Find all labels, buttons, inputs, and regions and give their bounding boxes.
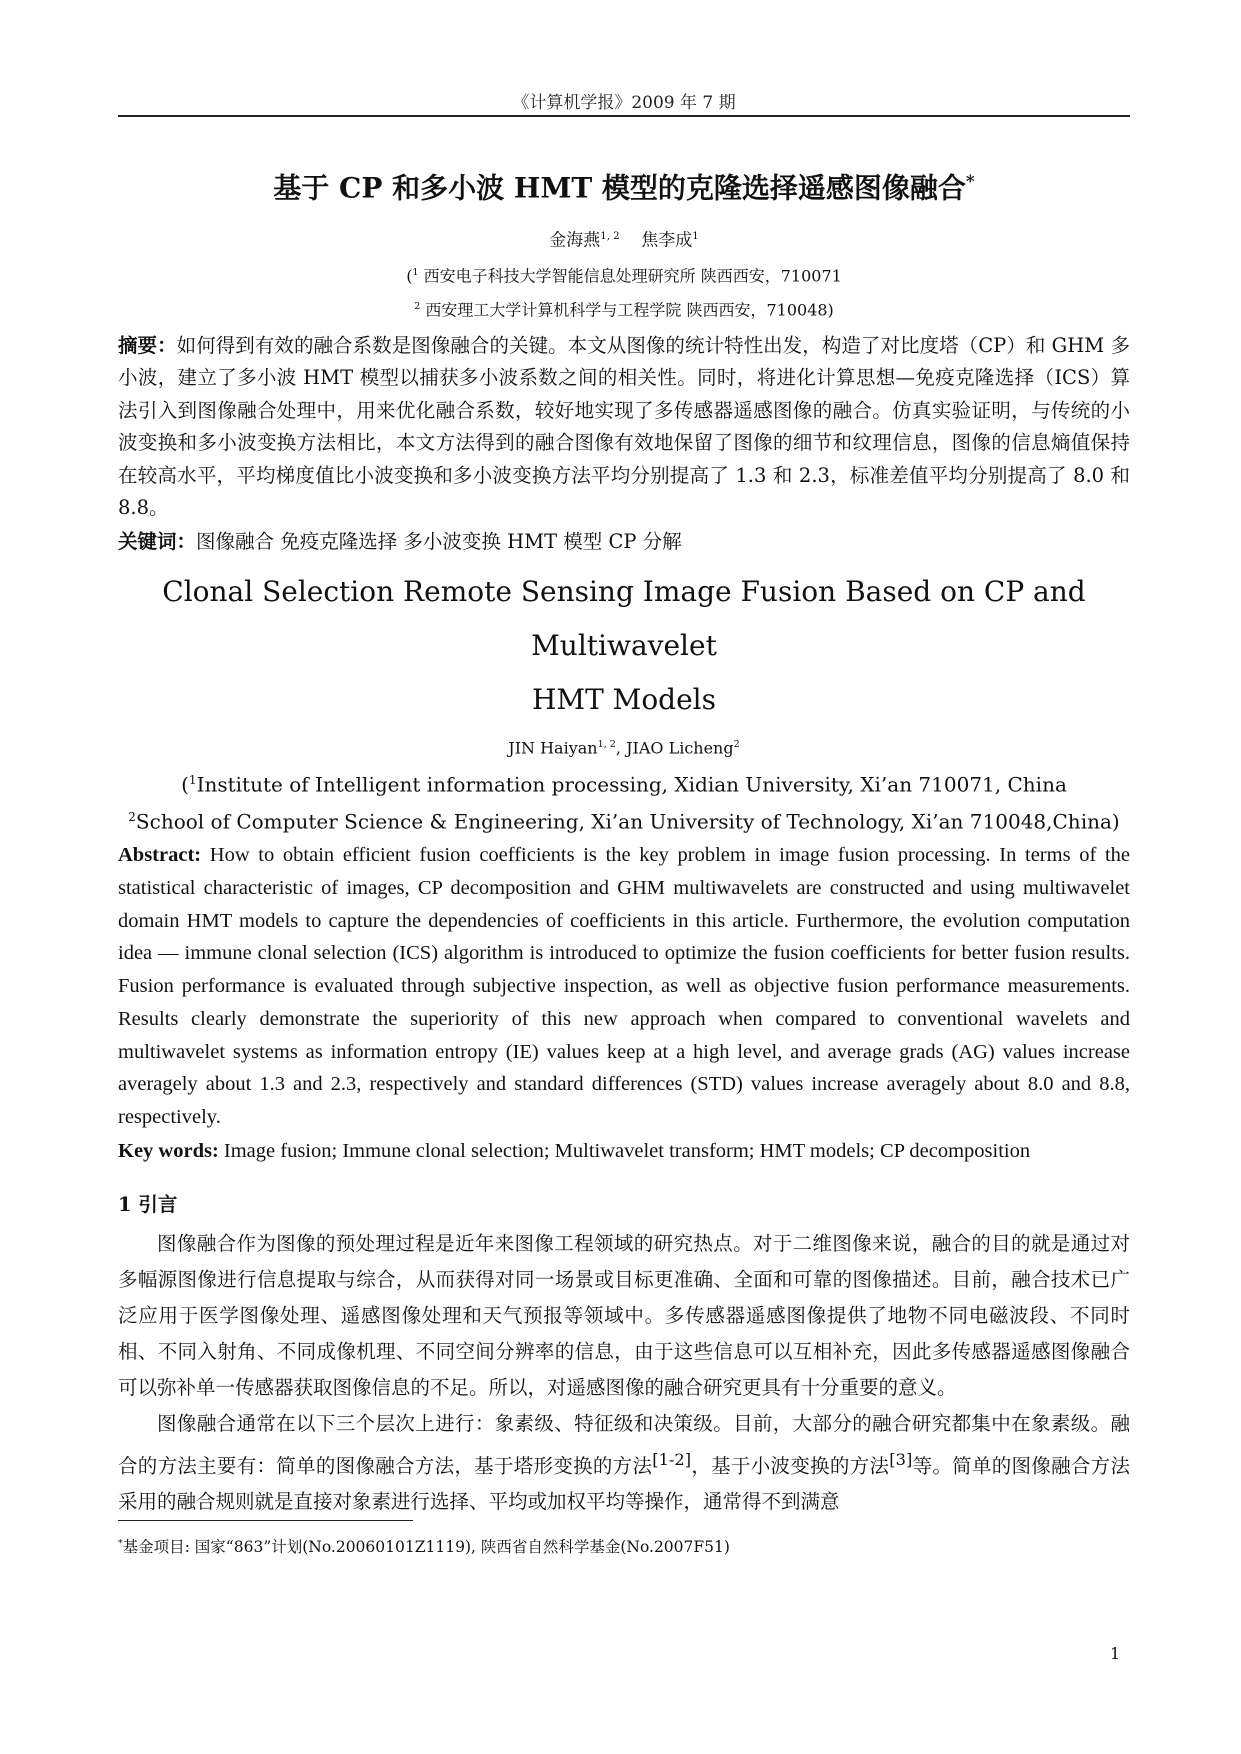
english-abstract [118, 839, 1130, 1133]
en-aff-2-mark: 2 [128, 809, 136, 824]
footnote-mark: * [118, 1538, 123, 1549]
p2-text-c: 等。简单的图像融合方法采用的融合规则就是直接对象素进行选择、平均或加权平均等操作，通常得不到满意 [118, 1454, 1130, 1514]
chinese-affiliation-2 [118, 291, 1130, 325]
p2-text-a: 图像融合通常在以下三个层次上进行：象素级、特征级和决策级。目前，大部分的融合研究都集中在象素级。融合的方法主要有：简单的图像融合方法，基于塔形变换的方法 [118, 1411, 1130, 1478]
english-title-line-2: HMT Models [531, 682, 716, 716]
en-author-1: JIN Haiyan [508, 737, 598, 757]
en-keywords-text: Image fusion; Immune clonal selection; Multiwavelet transform; HMT models; CP decomposition [218, 1139, 1031, 1162]
en-author-2: , JIAO Licheng [615, 737, 734, 757]
author-2: 焦李成 [641, 230, 693, 251]
citation-ref: [3] [889, 1449, 913, 1469]
english-affiliation-1 [118, 764, 1130, 801]
en-keywords-label: Key words: [118, 1139, 219, 1162]
body-paragraph-1: 图像融合作为图像的预处理过程是近年来图像工程领域的研究热点。对于二维图像来说，融合的目的就是通过对多幅源图像进行信息提取与综合，从而获得对同一场景或目标更准确、全面和可靠的图像描述。目前，融合技术已广泛应用于医学图像处理、遥感图像处理和天气预报等领域中。多传感器遥感图像提供了地物不同电磁波段、不同时相、不同入射角、不同成像机理、不同空间分辨率的信息，由于这些信息可以互相补充，因此多传感器遥感图像融合可以弥补单一传感器获取图像信息的不足。所以，对遥感图像的融合研究更具有十分重要的意义。 [118, 1231, 1130, 1399]
english-keywords [118, 1134, 1130, 1168]
en-aff-paren: ( [181, 772, 189, 797]
chinese-affiliation-1 [118, 257, 1130, 291]
chinese-abstract [118, 330, 1130, 525]
en-aff-1-mark: 1 [188, 772, 197, 787]
en-author-2-affil: 2 [733, 738, 740, 750]
english-title [118, 565, 1130, 727]
header-rule [118, 115, 1130, 117]
en-author-1-affil: 1, 2 [597, 738, 616, 750]
footnote-text: 基金项目: 国家“863”计划(No.20060101Z1119), 陕西省自然科学基金(No.2007F51) [122, 1538, 730, 1557]
author-1-affil: 1, 2 [600, 231, 620, 243]
body-paragraph-2 [118, 1406, 1130, 1521]
running-header: 《计算机学报》2009 年 7 期 [512, 93, 736, 113]
aff-paren: ( [406, 266, 413, 286]
en-aff-2-text: School of Computer Science & Engineering, Xi’an University of Technology, Xi’an 710048,China) [135, 809, 1120, 834]
chinese-title-text: 基于 CP 和多小波 HMT 模型的克隆选择遥感图像融合 [273, 171, 966, 205]
aff-1-mark: 1 [412, 266, 419, 278]
page-number: 1 [1110, 1644, 1121, 1663]
english-authors [118, 729, 1130, 764]
abstract-label: 摘要： [118, 333, 177, 357]
keywords-text: 图像融合 免疫克隆选择 多小波变换 HMT 模型 CP 分解 [196, 529, 682, 553]
en-aff-1-text: Institute of Intelligent information processing, Xidian University, Xi’an 710071, China [196, 772, 1067, 797]
section-heading: 1 引言 [118, 1192, 178, 1216]
footnote-rule [118, 1520, 413, 1521]
english-affiliation-2 [118, 801, 1130, 838]
keywords-label: 关键词： [118, 529, 197, 553]
citation-ref: [1-2] [652, 1449, 692, 1469]
aff-2-text: 西安理工大学计算机科学与工程学院 陕西西安，710048) [420, 300, 834, 320]
chinese-title [118, 160, 1130, 209]
abstract-text: 如何得到有效的融合系数是图像融合的关键。本文从图像的统计特性出发，构造了对比度塔（CP）和 GHM 多小波，建立了多小波 HMT 模型以捕获多小波系数之间的相关性。同时，将进化计算思想—免疫克隆选择（ICS）算法引入到图像融合处理中，用来优化融合系数，较好地实现了多传感器遥感图像的融合。仿真实验证明，与传统的小波变换和多小波变换方法相比，本文方法得到的融合图像有效地保留了图像的细节和纹理信息，图像的信息熵值保持在较高水平，平均梯度值比小波变换和多小波变换方法平均分别提高了 1.3 和 2.3，标准差值平均分别提高了 8.0 和 8.8。 [118, 333, 1130, 520]
chinese-authors [118, 221, 1130, 257]
p2-text-b: ，基于小波变换的方法 [691, 1454, 890, 1478]
title-footnote-mark: * [965, 171, 975, 191]
english-title-line-1: Clonal Selection Remote Sensing Image Fusion Based on CP and Multiwavelet [162, 574, 1086, 662]
author-2-affil: 1 [692, 231, 699, 243]
aff-1-text: 西安电子科技大学智能信息处理研究所 陕西西安，710071 [418, 266, 842, 286]
aff-2-mark: 2 [414, 301, 421, 313]
main-content [118, 160, 1130, 1520]
en-abstract-label: Abstract: [118, 844, 202, 867]
chinese-keywords [118, 525, 1130, 559]
footnote [118, 1532, 1130, 1559]
en-abstract-text: How to obtain efficient fusion coefficients is the key problem in image fusion processing. In terms of the statistical characteristic of images, CP decomposition and GHM multiwavelets are constructed and using multiwavelet domain HMT models to capture the dependencies of coefficients in this article. Furthermore, the evolution computation idea — immune clonal selection (ICS) algorithm is introduced to optimize the fusion coefficients for better fusion results. Fusion performance is evaluated through subjective inspection, as well as objective fusion performance measurements. Results clearly demonstrate the superiority of this new approach when compared to conventional wavelets and multiwavelet systems as information entropy (IE) values keep at a high level, and average grads (AG) values increase averagely about 1.3 and 2.3, respectively and standard differences (STD) values increase averagely about 8.0 and 8.8, respectively. [118, 844, 1130, 1128]
author-1: 金海燕 [549, 230, 601, 251]
